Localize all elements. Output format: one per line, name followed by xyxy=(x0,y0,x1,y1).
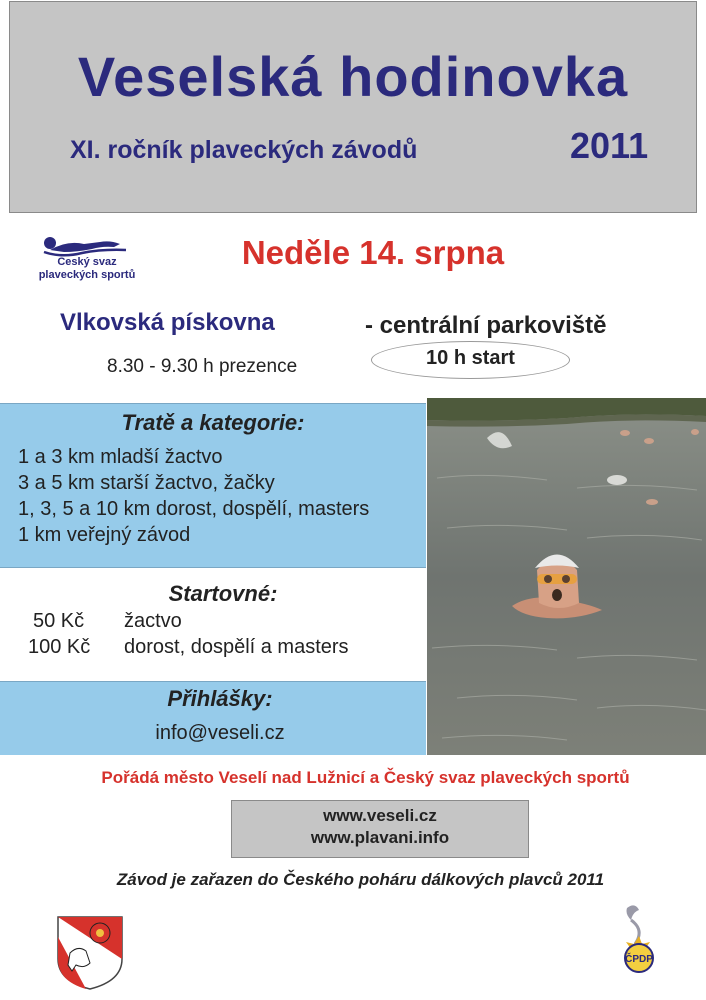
event-parking: - centrální parkoviště xyxy=(365,312,607,339)
signup-email: info@veseli.cz xyxy=(155,722,285,744)
town-crest-icon xyxy=(56,915,124,991)
swimmer-photo xyxy=(427,398,706,755)
track-line: 1 a 3 km mladší žactvo xyxy=(18,446,223,468)
track-line: 1 km veřejný závod xyxy=(18,524,191,546)
fee-price: 100 Kč xyxy=(28,636,91,658)
website-link[interactable]: www.plavani.info xyxy=(310,828,450,847)
long-distance-swimming-logo-icon xyxy=(605,900,673,992)
tracks-title: Tratě a kategorie: xyxy=(121,410,305,435)
track-line: 3 a 5 km starší žactvo, žačky xyxy=(18,472,275,494)
svg-text:ČPDP: ČPDP xyxy=(625,954,653,965)
cup-text: Závod je zařazen do Českého poháru dálkových plavců 2011 xyxy=(116,870,605,889)
logo-line-1: Český svaz xyxy=(57,256,117,268)
registration-time: 8.30 - 9.30 h prezence xyxy=(107,356,298,377)
fee-category: dorost, dospělí a masters xyxy=(124,636,349,658)
fee-category: žactvo xyxy=(124,610,182,632)
logo-line-2: plaveckých sportů xyxy=(38,269,136,281)
event-date: Neděle 14. srpna xyxy=(241,234,505,271)
fee-price: 50 Kč xyxy=(33,610,85,632)
website-link[interactable]: www.veseli.cz xyxy=(323,806,437,825)
signup-title: Přihlášky: xyxy=(167,686,273,711)
track-line: 1, 3, 5 a 10 km dorost, dospělí, masters xyxy=(18,498,370,520)
start-time: 10 h start xyxy=(426,347,515,369)
page-title: Veselská hodinovka xyxy=(77,45,629,108)
event-year: 2011 xyxy=(570,125,649,166)
page-subtitle: XI. ročník plaveckých závodů xyxy=(70,136,418,164)
organizer-text: Pořádá město Veselí nad Lužnicí a Český svaz plaveckých sportů xyxy=(101,768,630,787)
fees-title: Startovné: xyxy=(168,581,278,606)
event-location: Vlkovská pískovna xyxy=(60,309,275,336)
